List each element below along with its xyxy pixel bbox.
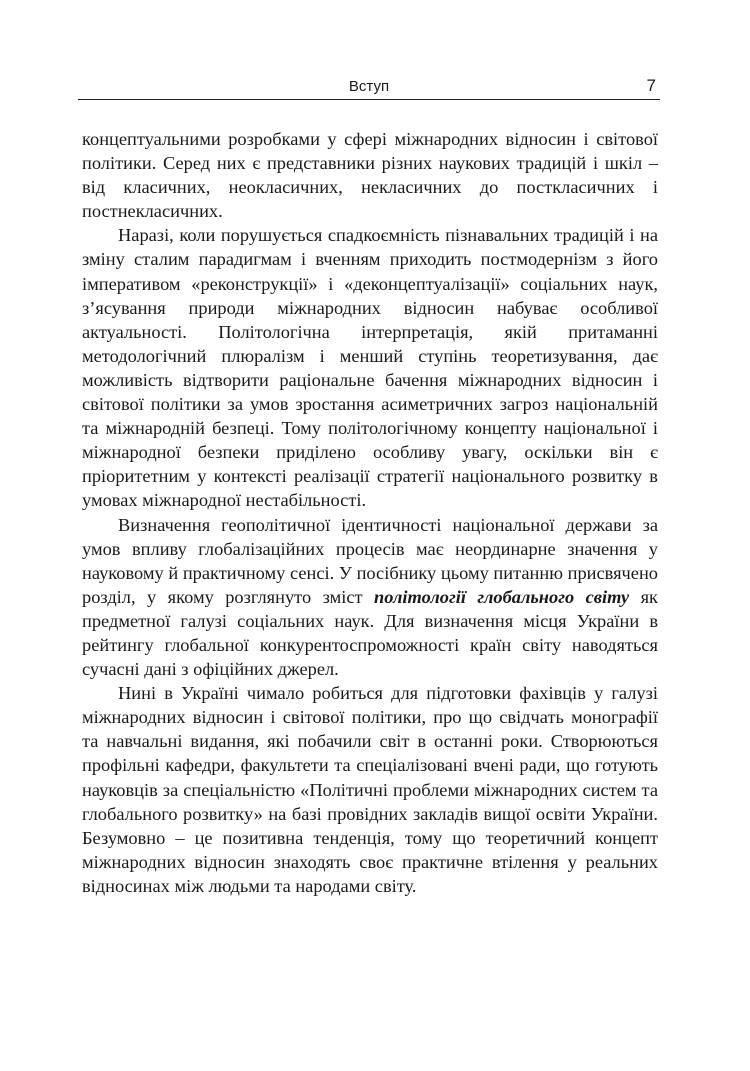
paragraph-3-text-a: Визначення геополітичної ідентичності національної держави за умов впливу глобалізаційних процесів має неординарне значення у науковому й практичному сенсі. У посібнику цьому питанню присвячено розділ, у якому розглянуто зміст [82,514,658,607]
page-number: 7 [646,76,656,95]
paragraph-1: концептуальними розробками у сфері міжнародних відносин і світової політики. Серед них є представники різних наукових традицій і шкіл – від класичних, неокласичних, некласичних до посткласичних і постнекласичних. [82,129,658,222]
paragraph-3-text-b: як предметної галузі соціальних наук. Для визначення місця України в рейтингу глобальної конкурентоспроможності країн світу наводяться сучасні дані з офіційних джерел. [82,586,658,680]
paragraph-3 [82,513,658,682]
running-head-title: Вступ [348,78,390,95]
body-text [82,127,658,898]
paragraph-4: Нині в Україні чимало робиться для підготовки фахівців у галузі міжнародних відносин і світової політики, про що свідчать монографії та навчальні видання, які побачили світ в останні роки. Створюються профільні кафедри, факультети та спеціалізовані вчені ради, що готують науковців за спеціальністю «Політичні проблеми міжнародних систем та глобального розвитку» на базі провідних закладів вищої освіти України. Безумовно – це позитивна тенденція, тому що теоретичний концепт міжнародних відносин знаходять своє практичне втілення у реальних відносинах між людьми та народами світу. [82,683,658,896]
paragraph-3-emphasis: політології глобального світу [374,586,630,607]
paragraph-2: Наразі, коли порушується спадкоємність пізнавальних традицій і на зміну сталим парадигмам і вченням приходить постмодернізм з його імперативом «реконструкції» і «деконцептуалізації» соціальних наук, з’ясування природи міжнародних відносин набуває особливої актуальності. Політологічна інтерпретація, якій притаманні методологічний плюралізм і менший ступінь теоретизування, дає можливість відтворити раціональне бачення міжнародних відносин і світової політики за умов зростання асиметричних загроз національній та міжнародній безпеці. Тому політологічному концепту національної і міжнародної безпеки приділено особливу увагу, оскільки він є пріоритетним у контексті реалізації стратегії національного розвитку в умовах міжнародної нестабільності. [82,225,658,511]
header-rule [78,99,660,100]
page-header [78,76,660,98]
